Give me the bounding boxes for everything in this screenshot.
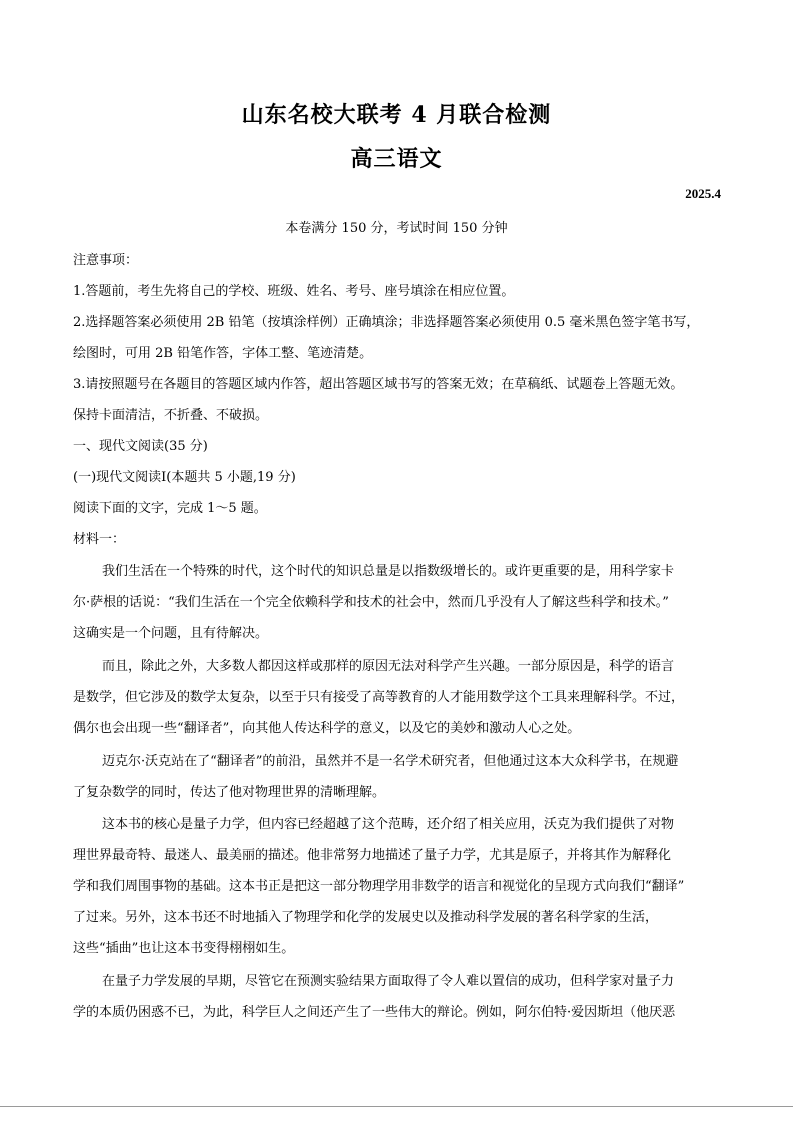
notice-item: 1.答题前，考生先将自己的学校、班级、姓名、考号、座号填涂在相应位置。 <box>73 284 515 299</box>
passage-line: 了过来。另外，这本书还不时地插入了物理学和化学的发展史以及推动科学发展的著名科学家的生活， <box>73 910 659 925</box>
passage-line: 了复杂数学的同时，传达了他对物理世界的清晰理解。 <box>73 785 386 800</box>
passage-line: 而且，除此之外，大多数人都因这样或那样的原因无法对科学产生兴趣。一部分原因是，科学的语言 <box>102 659 675 674</box>
exam-title: 山东名校大联考 4 月联合检测 <box>241 102 552 128</box>
material-label: 材料一： <box>73 532 126 547</box>
passage-line: 迈克尔·沃克站在了“翻译者”的前沿，虽然并不是一名学术研究者，但他通过这本大众科学书，在规避 <box>102 754 679 769</box>
passage-line: 理世界最奇特、最迷人、最美丽的描述。他非常努力地描述了量子力学，尤其是原子，并将其作为解释化 <box>73 848 672 863</box>
passage-line: 我们生活在一个特殊的时代，这个时代的知识总量是以指数级增长的。或许更重要的是，用科学家卡 <box>102 564 675 579</box>
passage-line: 这本书的核心是量子力学，但内容已经超越了这个范畴，还介绍了相关应用，沃克为我们提供了对物 <box>102 817 675 832</box>
notice-item: 2.选择题答案必须使用 2B 铅笔（按填涂样例）正确填涂；非选择题答案必须使用 0.5 毫米黑色签字笔书写， <box>73 315 700 330</box>
passage-line: 这确实是一个问题，且有待解决。 <box>73 626 269 641</box>
reading-instruction: 阅读下面的文字，完成 1～5 题。 <box>73 501 267 516</box>
notice-item: 3.请按照题号在各题目的答题区域内作答，超出答题区域书写的答案无效；在草稿纸、试题卷上答题无效。 <box>73 377 684 392</box>
notice-heading: 注意事项： <box>73 253 139 268</box>
passage-line: 是数学，但它涉及的数学太复杂，以至于只有接受了高等教育的人才能用数学这个工具来理解科学。不过， <box>73 690 685 705</box>
subject-title: 高三语文 <box>350 146 443 172</box>
exam-date: 2025.4 <box>685 186 721 201</box>
passage-line: 尔·萨根的话说：“我们生活在一个完全依赖科学和技术的社会中，然而几乎没有人了解这些科学和技术。” <box>73 595 669 610</box>
page-bottom-rule <box>0 1106 793 1107</box>
passage-line: 学和我们周围事物的基础。这本书正是把这一部分物理学用非数学的语言和视觉化的呈现方式向我们“翻译” <box>73 879 685 894</box>
exam-info: 本卷满分 150 分，考试时间 150 分钟 <box>285 221 508 236</box>
section-title: 一、现代文阅读(35 分) <box>73 439 208 454</box>
passage-line: 这些“插曲”也让这本书变得栩栩如生。 <box>73 941 295 956</box>
notice-item: 保持卡面清洁，不折叠、不破损。 <box>73 408 269 423</box>
notice-item: 绘图时，可用 2B 铅笔作答，字体工整、笔迹清楚。 <box>73 346 373 361</box>
passage-line: 学的本质仍困惑不已，为此，科学巨人之间还产生了一些伟大的辩论。例如，阿尔伯特·爱因斯坦（他厌恶 <box>73 1005 676 1020</box>
passage-line: 偶尔也会出现一些“翻译者”，向其他人传达科学的意义，以及它的美妙和激动人心之处。 <box>73 721 581 736</box>
passage-line: 在量子力学发展的早期，尽管它在预测实验结果方面取得了令人难以置信的成功，但科学家对量子力 <box>102 974 675 989</box>
subsection-title: (一)现代文阅读Ⅰ(本题共 5 小题,19 分) <box>73 470 296 485</box>
